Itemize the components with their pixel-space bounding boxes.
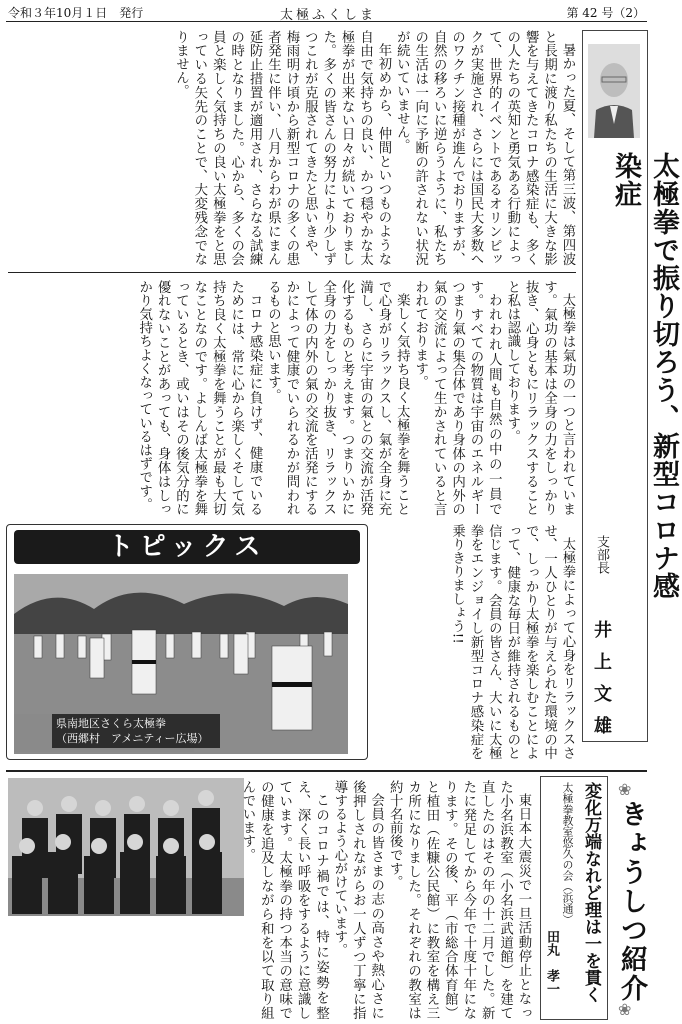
classroom-subheading: 太極拳教室悠久の会（浜通） [561, 782, 574, 925]
classroom-body [239, 780, 532, 1020]
topics-banner-text: トピックス [107, 532, 267, 562]
article-body-closing [376, 524, 576, 760]
photo-caption [52, 714, 220, 748]
paragraph: 太極拳は氣功の一つと言われています。氣功の基本は全身の力をしっかり抜き、心身ともにリラックスすることと私は認識しております。 [504, 280, 575, 516]
paragraph: 年初めから、仲間といつものような自由で気持ちの良い、かつ穏やかな太極拳が出来ない日々が続いておりました。多くの皆さんの努力により少しずつこれが克服されてきたと思いきや、梅雨明け頃から新型コロナの多くの患者発生に伴い、八月からわが県にまん延防止措置が適用され、さらなる試練の時となりました。心から、多くの会員と楽しく気持ちの良い太極拳をと思っている矢先のことで、大変残念でなりません。 [173, 30, 391, 266]
flower-icon: ❀ [618, 780, 632, 799]
paragraph: 楽しく気持ち良く太極拳を舞うことで心身がリラックスし、氣が全身に充満し、さらに宇宙の氣との交流が活発化するものと考えます。つまりいかに全身の力をしっかり抜き、リラックスして体の内外の氣の交流を活発にするかによって健康でいられるかが問われるものと思います。 [265, 280, 410, 516]
page-header [6, 0, 647, 22]
paragraph: われわれ人間も自然の中の一員です。すべての物質は宇宙のエネルギーつまり氣の集合体であり身体の内外の氣の交流によって生かされていると言われております。 [412, 280, 502, 516]
class-group-photo [8, 778, 244, 916]
classroom-author: 田丸 孝一 [544, 930, 559, 995]
classroom-heading: 変化万端なれど理は一を貫く [581, 782, 601, 1003]
paragraph: このコロナ禍では、特に姿勢を整え、深く長い呼吸をするように意識しています。太極拳の持つ本当の意味での健康を追及しながら和を以て取り組んでいます。 [239, 780, 329, 1020]
author-portrait [588, 44, 640, 138]
topics-banner [14, 530, 360, 564]
paragraph: 会員の皆さまの志の高さや熱心さに後押しされながらお一人ずつ丁寧に指導するよう心がけています。 [331, 780, 384, 1020]
flower-icon: ❀ [618, 1000, 632, 1019]
paragraph: 東日本大震災で一旦活動停止となった小名浜教室（小名浜武道館）を建て直したのはその年の十二月でした。新たに発足してから今年で十度十年になります。その後、平（市総合体育館）と植田（佐糠公民館）に教室を構え三カ所になりました。それぞれの教室は約十名前後です。 [387, 780, 531, 1020]
article-body-top [8, 30, 576, 266]
author-role: 支部長 [594, 535, 609, 574]
article-title: 太極拳で振り切ろう、新型コロナ感染症 [610, 152, 679, 600]
issue-number: 第 42 号（2） [566, 6, 645, 20]
photo-caption-line: （西郷村 アメニティー広場） [56, 732, 209, 745]
paragraph: コロナ感染症に負けず、健康でいるためには、常に心から楽しくそして気持ち良く太極拳を舞うことが最も大切なことなのです。よしんば太極拳を舞っているとき、或いはその後気分的に優れないことがあっても、身体はしっかり気持ちよくなっているはずです。 [136, 280, 263, 516]
author-name: 井上文雄 [591, 620, 612, 748]
paragraph: 太極拳によって心身をリラックスさせ、一人ひとりが与えられた環境の中で、しっかり太極拳を楽しむことによって、健康な毎日が維持されるものと信じます。会員の皆さん、大いに太極拳をエンジョイし新型コロナ感染症を乗りきりましょう!! [449, 524, 575, 760]
article-body-bottom [8, 280, 576, 516]
paragraph: 暑かった夏、そして第三波、第四波と長期に渡り私たちの生活に大きな影響を与えてきたコロナ感染症も、多くの人たちの英知と勇気ある行動によって、世界的イベントであるオリンピックが実施され、さらには国民大多数へのワクチン接種が進んでおりますが、自然の移ろいに逆らうように、私たちの生活は一向に予断の許されない状況が続いていません。 [394, 30, 575, 266]
newsletter-title: 太極ふくしま [280, 8, 377, 23]
issue-date: 令和３年10月１日 発行 [8, 6, 144, 20]
classroom-section-title: きょうしつ紹介 [616, 800, 647, 1003]
section-divider [6, 770, 647, 772]
divider [8, 272, 576, 273]
photo-caption-line: 県南地区さくら太極拳 [56, 717, 166, 730]
